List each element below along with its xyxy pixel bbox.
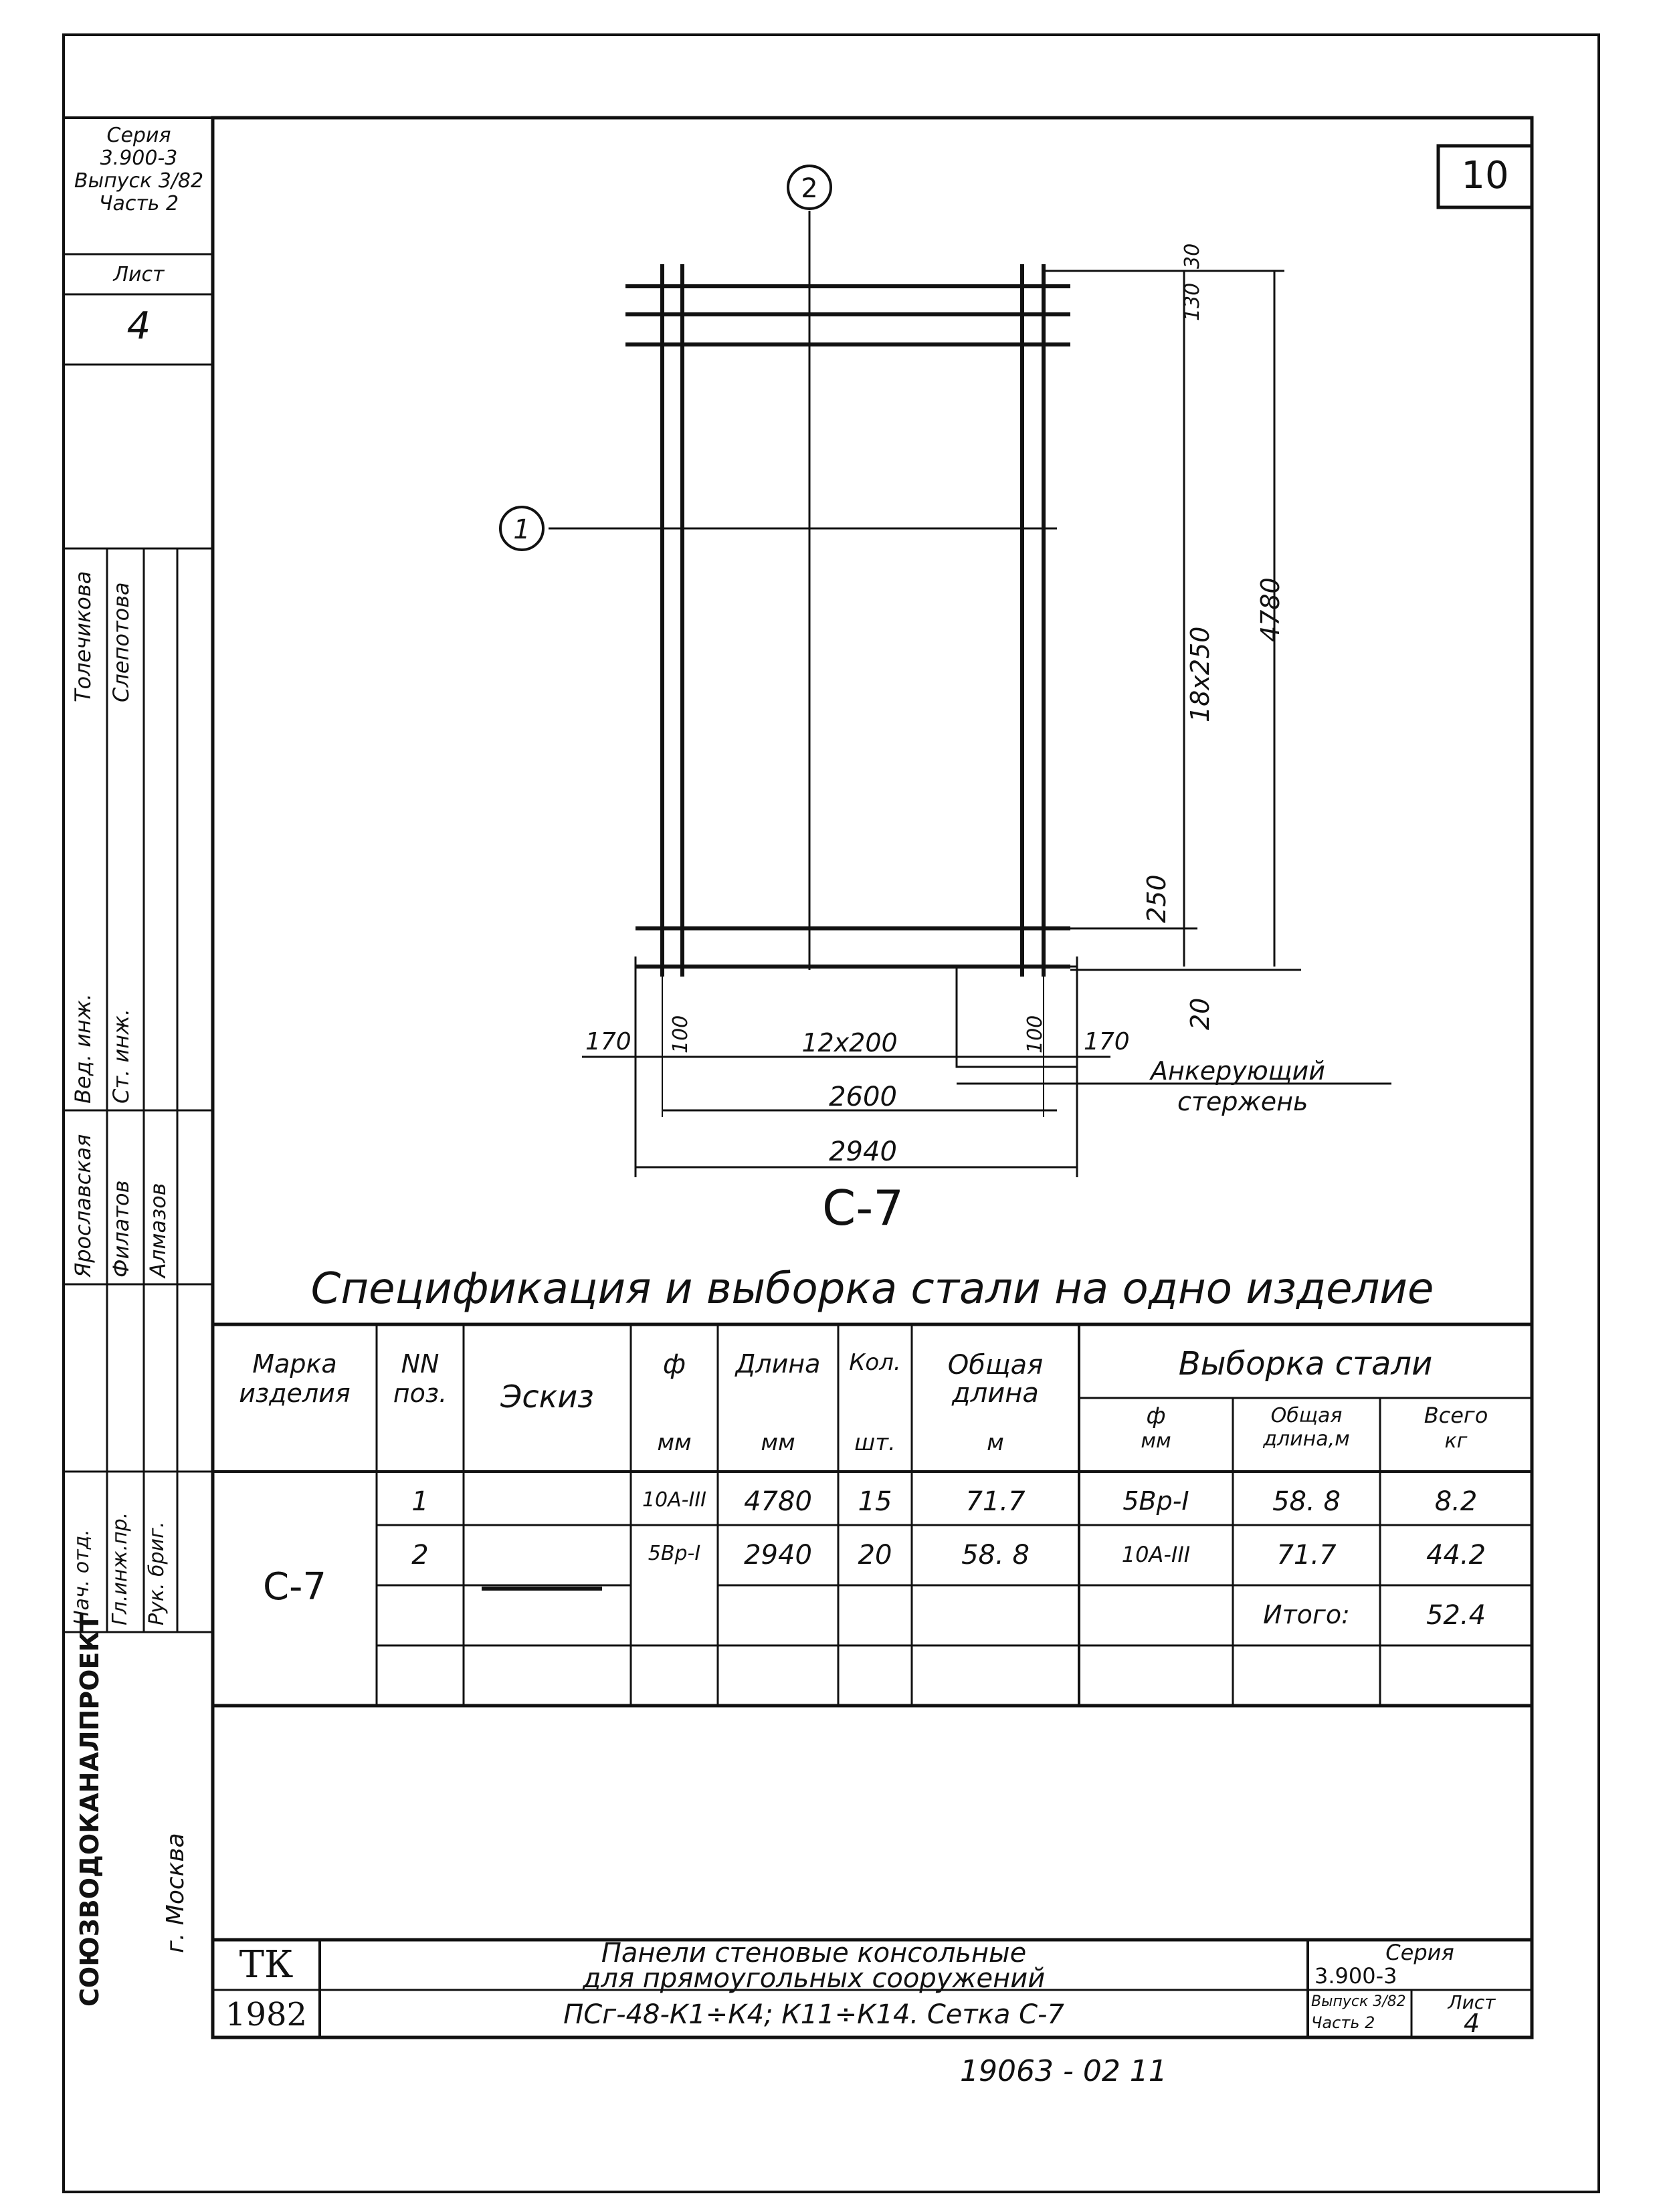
stamp-vypusk: Выпуск 3/82 [74,169,204,193]
sidebar-city: г. Москва [162,1833,189,1953]
cell-pos-2: 2 [411,1540,429,1571]
stamp-list-label: Лист [113,263,165,286]
th-len: Длина [735,1349,821,1379]
th-len-unit: мм [761,1429,795,1456]
tb-title-line1: Панели стеновые консольные [601,1938,1027,1969]
anchor-label-line2: стержень [1177,1087,1308,1116]
cell-phi-1: 10А-III [642,1488,707,1512]
dim-170-right: 170 [1084,1028,1130,1055]
th-qty: Кол. [849,1349,901,1376]
stamp-seria-label: Серия [106,124,171,147]
footer-code: 19063 - 02 11 [960,2054,1167,2088]
tb-seria-value: 3.900-3 [1314,1963,1397,1989]
tb-tk: ТК [239,1943,294,1987]
callout-2: 2 [801,173,818,204]
tb-subtitle: ПСг-48-К1÷К4; К11÷К14. Сетка С-7 [563,1999,1064,2030]
th-qty-unit: шт. [854,1429,896,1456]
dim-2600: 2600 [829,1082,897,1112]
cell-s-phi-2: 10А-III [1121,1542,1191,1567]
cell-qty-1: 15 [858,1486,892,1517]
sidebar-org: СОЮЗВОДОКАНАЛПРОЕКТ [75,1613,104,2007]
stamp-chast: Часть 2 [98,192,179,215]
dim-12x200: 12x200 [801,1028,898,1058]
th-s-phi: ф [1146,1403,1166,1429]
cell-total-2: 58. 8 [961,1540,1030,1571]
spec-title: Спецификация и выборка стали на одно изделие [310,1264,1434,1314]
cell-s-len-2: 71.7 [1276,1540,1337,1571]
dim-2940: 2940 [829,1136,897,1167]
sidebar-name-tolechikova: Толечикова [70,571,96,702]
th-s-phi-unit: мм [1141,1429,1171,1453]
th-sketch: Эскиз [500,1379,594,1415]
callout-1: 1 [513,514,530,545]
main-frame [213,118,1532,2037]
cell-s-phi-1: 5Вр-I [1123,1486,1189,1516]
dim-250: 250 [1142,874,1171,923]
th-pos: NN поз. [393,1349,448,1408]
anchor-label-line1: Анкерующий [1151,1056,1325,1086]
dim-170-left: 170 [585,1028,631,1055]
cell-s-kg-2: 44.2 [1426,1540,1486,1571]
dim-4780: 4780 [1256,577,1285,642]
sidebar-name-almazov: Алмазов [145,1183,171,1278]
th-total-len: Общая длина [947,1350,1044,1409]
dim-30: 30 [1181,243,1204,269]
th-phi: ф [662,1349,686,1380]
tb-list-label: Лист [1448,1991,1496,2013]
cell-len-2: 2940 [744,1540,812,1571]
sidebar-role-gl-inzh: Гл.инж.пр. [108,1512,132,1625]
sheet-corner-number: 10 [1461,154,1509,197]
sidebar-name-yaroslavskaya: Ярославская [70,1134,96,1278]
stamp-list-value: 4 [126,304,151,348]
th-steel: Выборка стали [1178,1345,1433,1383]
th-s-total-unit: кг [1444,1429,1468,1453]
sidebar-role-st-inzh: Ст. инж. [108,1008,134,1104]
sidebar-role-ruk-brig: Рук. бриг. [145,1521,169,1625]
dim-18x250: 18x250 [1185,626,1215,722]
sidebar-role-ved-inzh: Вед. инж. [70,993,96,1104]
stamp-seria-value: 3.900-3 [100,146,178,170]
tb-year: 1982 [225,1996,308,2033]
dim-100-left: 100 [669,1015,692,1053]
cell-phi-2: 5Вр-I [648,1542,701,1565]
cell-qty-2: 20 [858,1540,892,1571]
th-total-len-unit: м [987,1429,1004,1456]
tb-vypusk: Выпуск 3/82 [1311,1993,1406,2010]
sidebar-name-filatov: Филатов [108,1180,134,1278]
itogo-value: 52.4 [1426,1600,1486,1631]
sidebar-role-nach-otd: Нач. отд. [70,1529,94,1625]
cell-mark: С-7 [263,1565,326,1609]
tb-chast: Часть 2 [1311,2013,1375,2032]
sidebar-name-slepotova: Слепотова [108,582,134,702]
dim-100-right: 100 [1023,1015,1047,1053]
cell-s-len-1: 58. 8 [1272,1486,1341,1517]
cell-s-kg-1: 8.2 [1434,1486,1478,1517]
itogo-label: Итого: [1263,1600,1350,1629]
th-s-total: Всего [1424,1403,1488,1428]
dim-20: 20 [1185,997,1215,1030]
th-phi-unit: мм [657,1429,692,1456]
tb-title-line2: для прямоугольных сооружений [582,1963,1046,1994]
dim-130: 130 [1181,282,1204,321]
sheet-frame [64,35,1599,2192]
th-mark: Марка изделия [239,1349,351,1408]
cell-pos-1: 1 [411,1486,429,1517]
tb-list-value: 4 [1463,2009,1480,2038]
mesh-name: С-7 [821,1180,904,1236]
cell-total-1: 71.7 [965,1486,1026,1517]
th-s-len: Общая длина,м [1263,1404,1350,1451]
tb-seria-label: Серия [1385,1940,1454,1965]
cell-len-1: 4780 [744,1486,812,1517]
